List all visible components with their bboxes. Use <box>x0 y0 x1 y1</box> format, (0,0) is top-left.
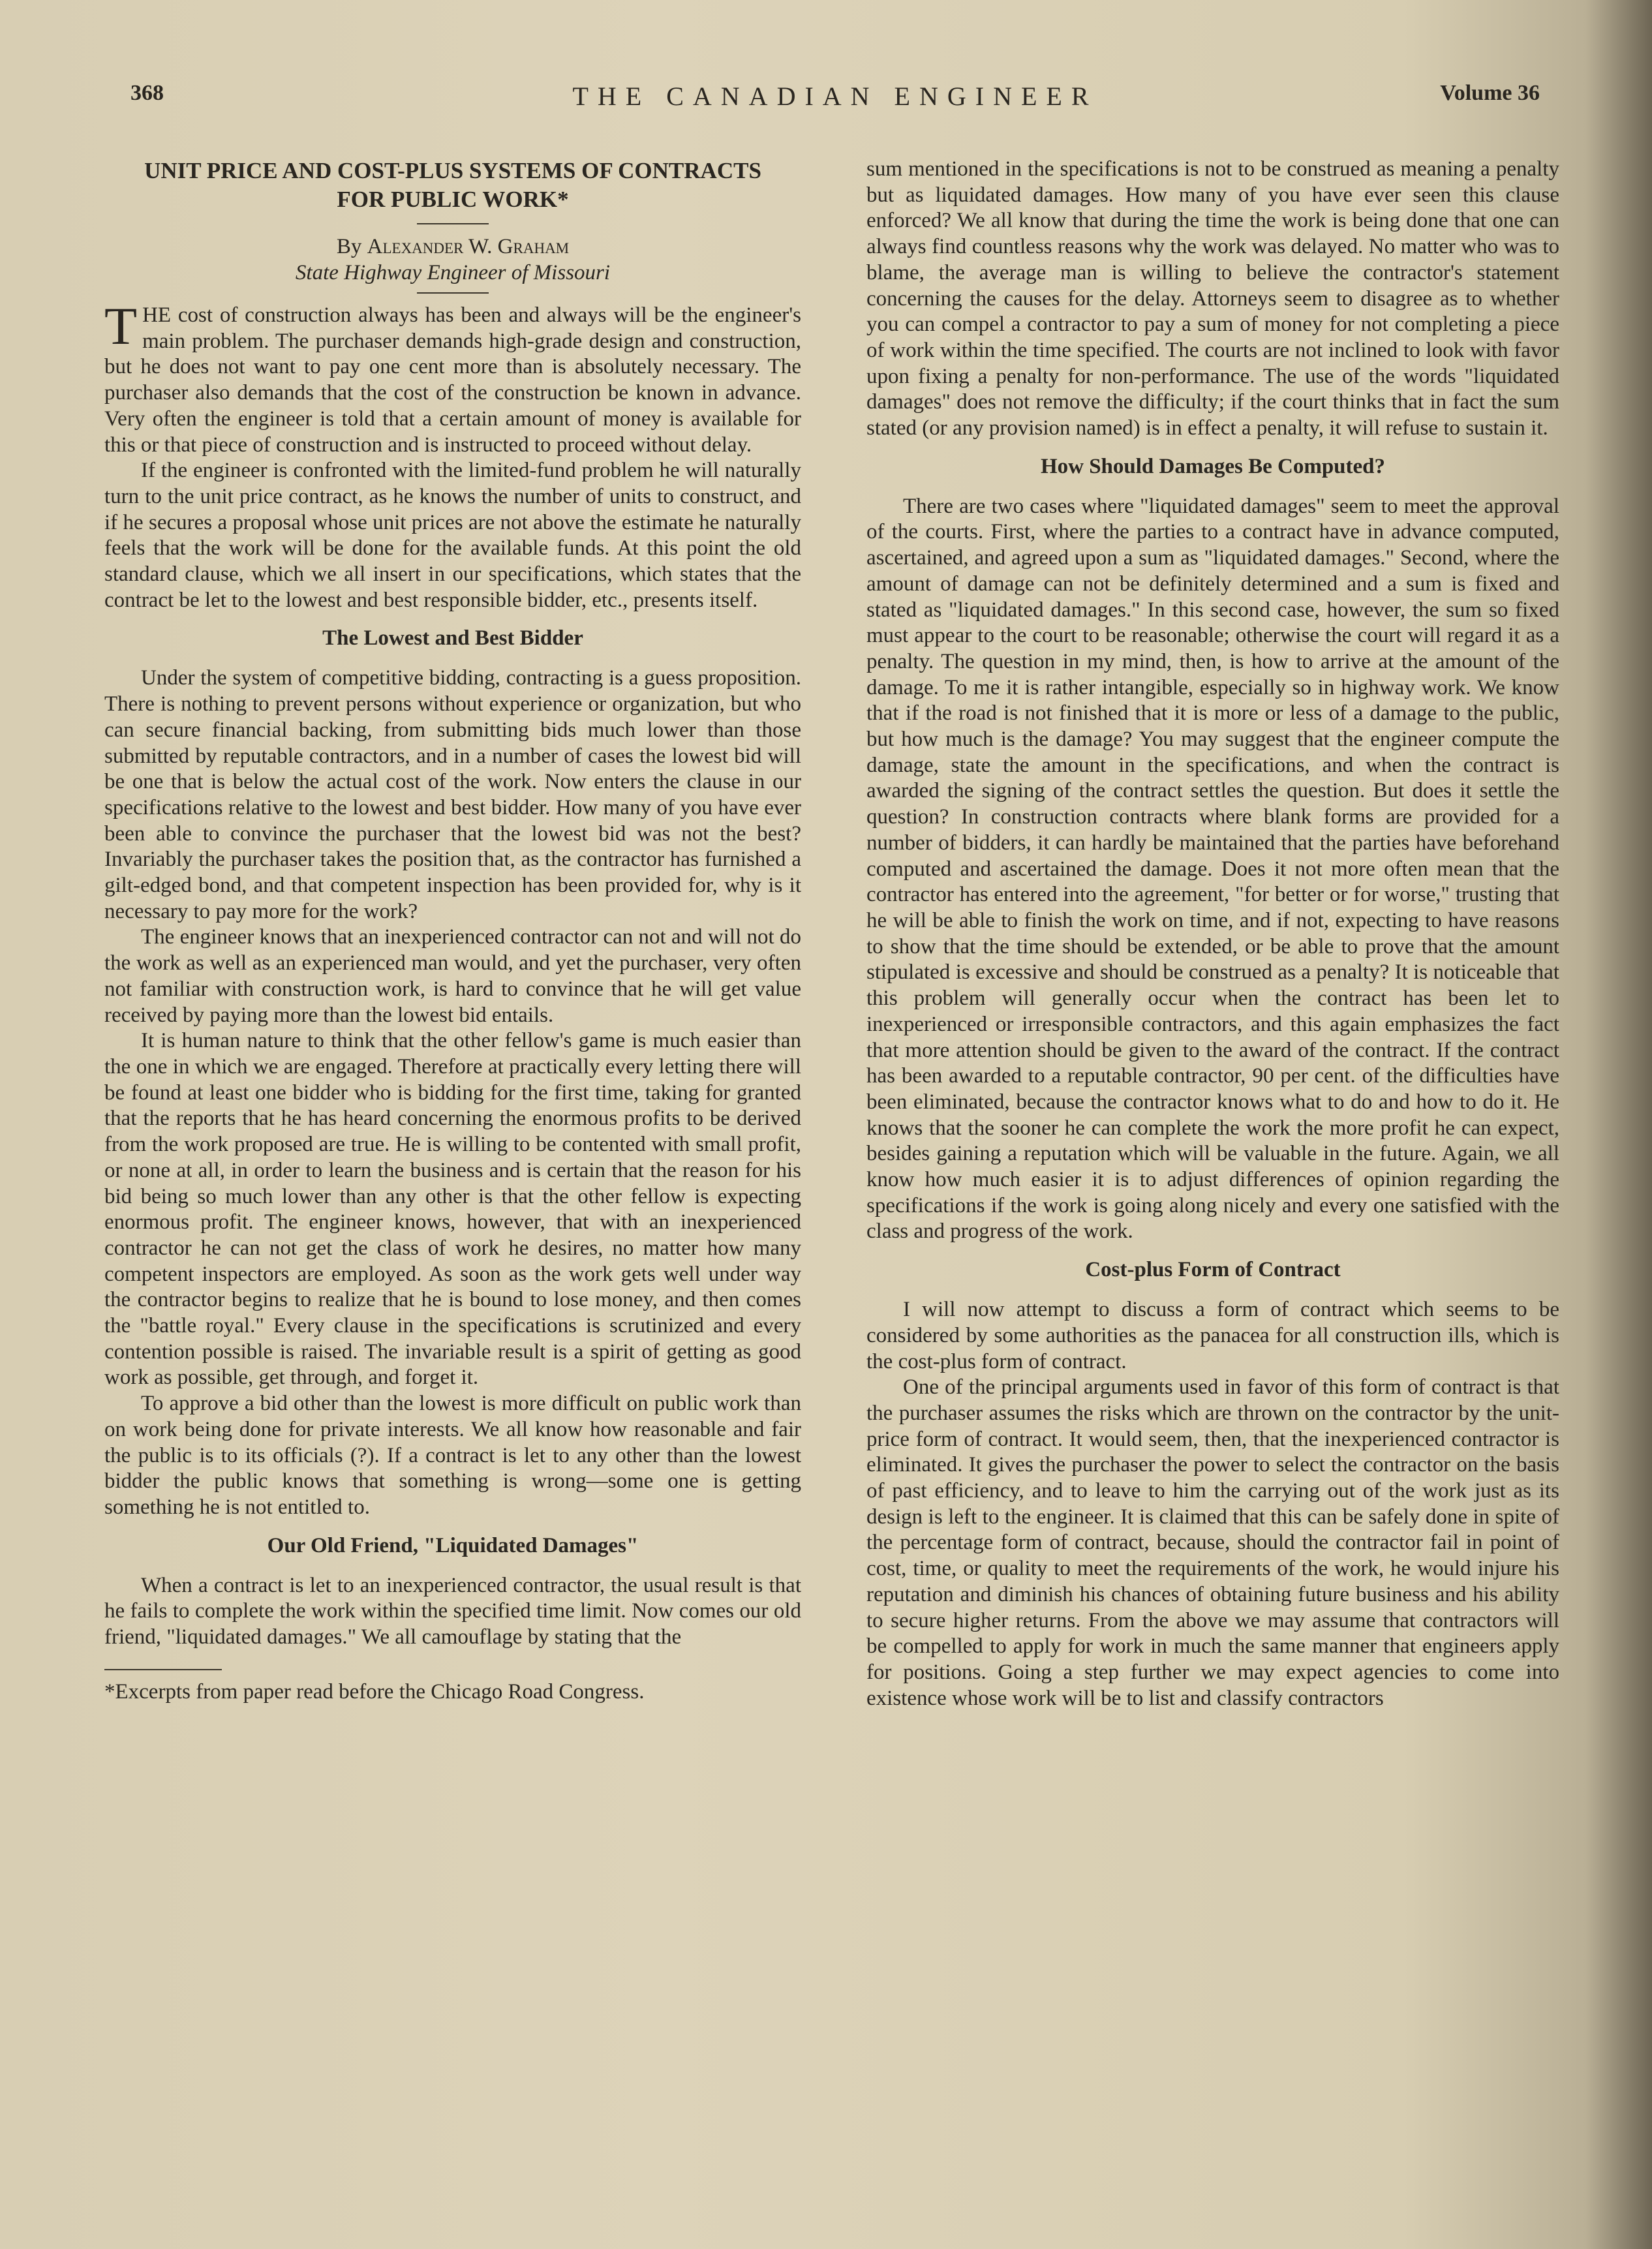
section-heading-damages-computed: How Should Damages Be Computed? <box>1040 454 1386 478</box>
body-paragraph: One of the principal arguments used in favor of this form of contract is that the purchaser assumes the risks which are thrown on the contractor by the unit-price form of contract. It would seem, then, that the inexperienced contractor is eliminated. It gives the purchaser the power to select the contractor on the basis of past efficiency, and to leave to him the carrying out of the work just as its design is left to the engineer. It is claimed that this can be safely done in spite of the percentage form of contract, because, should the contractor fail in point of cost, time, or quality to meet the requirements of the work, he would injure his reputation and diminish his chances of obtaining future business and his ability to secure higher returns. From the above we may assume that contractors will be compelled to apply for work in much the same manner that engineers apply for positions. Going a step further we may expect agencies to come into existence whose work will be to list and classify contractors <box>866 1375 1559 1710</box>
article-title: UNIT PRICE AND COST-PLUS SYSTEMS OF CONTRACTS FOR PUBLIC WORK* <box>144 158 761 212</box>
journal-title: THE CANADIAN ENGINEER <box>572 82 1098 111</box>
byline <box>104 234 801 260</box>
body-paragraph: When a contract is let to an inexperienced contractor, the usual result is that he fails to complete the work within the specified time limit. Now comes our old friend, "liquidated damages." We all camouflage by stating that the <box>104 1573 801 1649</box>
body-paragraph: Under the system of competitive bidding, contracting is a guess proposition. There is nothing to prevent persons without experience or organization, but who can secure financial backing, from submitting bids much lower than those submitted by reputable contractors, and in a number of cases the lowest bid will be one that is below the actual cost of the work. Now enters the clause in our specifications relative to the lowest and best bidder. How many of you have ever been able to convince the purchaser that the lowest bid was not the best? Invariably the purchaser takes the position that, as the contractor has furnished a gilt-edged bond, and that competent inspection has been provided for, why is it necessary to pay more for the work? <box>104 666 801 923</box>
title-divider <box>417 223 489 224</box>
body-paragraph: To approve a bid other than the lowest is more difficult on public work than on work being done for private interests. We all know how reasonable and fair the public is to its officials (?). If a contract is let to any other than the lowest bidder the public knows that something is wrong—some one is getting something he is not entitled to. <box>104 1392 801 1519</box>
section-heading-lowest-bidder: The Lowest and Best Bidder <box>322 626 583 650</box>
section-heading-liquidated-damages: Our Old Friend, "Liquidated Damages" <box>267 1533 639 1557</box>
footnote-divider <box>104 1669 222 1670</box>
drop-cap: T <box>104 296 138 356</box>
intro-text: HE cost of construction always has been and always will be the engineer's main problem. The purchaser demands high-grade design and construction, but he does not want to pay one cent more than is absolutely necessary. The purchaser also demands that the cost of the construction be known in advance. Very often the engineer is told that a certain amount of money is available for this or that piece of construction and is instructed to proceed without delay. <box>104 303 801 457</box>
page-header <box>130 81 1540 120</box>
left-column <box>104 157 801 1705</box>
body-paragraph: There are two cases where "liquidated damages" seem to meet the approval of the courts. First, where the parties to a contract have in advance computed, ascertained, and agreed upon a sum as "liquidated damages." Second, where the amount of damage can not be definitely determined and a sum is fixed and stated as "liquidated damages." In this second case, however, the sum so fixed must appear to the court to be reasonable; otherwise the court will regard it as a penalty. The question in my mind, then, is how to arrive at the amount of the damage. To me it is rather intangible, especially so in highway work. We know that if the road is not finished that it is more or less of a damage to the public, but how much is the damage? You may suggest that the engineer compute the damage, state the amount in the specifications, and when the contract is awarded the signing of the contract settles the question. But does it settle the question? In construction contracts where blank forms are provided for a number of bidders, it can hardly be maintained that the parties have beforehand computed and ascertained the damage. Does it not more often mean that the contractor has entered into the agreement, "for better or for worse," trusting that he will be able to finish the work on time, and if not, expecting to have reasons to show that the time should be extended, or be able to prove that the amount stipulated is excessive and should be construed as a penalty? It is noticeable that this problem will generally occur when the contract has been let to inexperienced or irresponsible contractors, and this again emphasizes the fact that more attention should be given to the award of the contract. If the contract has been awarded to a reputable contractor, 90 per cent. of the difficulties have been eliminated, because the contractor knows what to do and how to do it. He knows that the sooner he can complete the work the more profit he can expect, besides gaining a reputation which will be valuable in the future. Again, we all know how much easier it is to adjust differences of opinion regarding the specifications if the work is going along nicely and every one satisfied with the class and progress of the work. <box>866 494 1559 1244</box>
author-position: State Highway Engineer of Missouri <box>295 261 611 284</box>
body-paragraph: It is human nature to think that the other fellow's game is much easier than the one in which we are engaged. Therefore at practically every letting there will be found at least one bidder who is bidding for the first time, taking for granted that the reports that he has heard concerning the enormous profits to be derived from the work proposed are true. He is willing to be contented with small profit, or none at all, in order to learn the business and is certain that the reason for his bid being so much lower than any other is that the other fellow is expecting enormous profit. The engineer knows, however, that with an inexperienced contractor he can not get the class of work he desires, no matter how many competent inspectors are employed. As soon as the work gets well under way the contractor begins to realize that he is bound to lose money, and then comes the "battle royal." Every clause in the specifications is scrutinized and every contention possible is raised. The invariable result is a spirit of getting as good work as possible, get through, and forget it. <box>104 1029 801 1390</box>
volume-label: Volume 36 <box>1440 81 1540 105</box>
page-number: 368 <box>130 81 164 105</box>
body-paragraph: sum mentioned in the specifications is not to be construed as meaning a penalty but as liquidated damages. How many of you have ever seen this clause enforced? We all know that during the time the work is being done that one can always find countless reasons why the work was delayed. No matter who was to blame, the average man is willing to believe the contractor's statement concerning the causes for the delay. Attorneys seem to disagree as to whether you can compel a contractor to pay a sum of money for not completing a piece of work within the time specified. The courts are not inclined to look with favor upon fixing a penalty for non-performance. The use of the words "liquidated damages" does not remove the difficulty; if the court thinks that in fact the sum stated (or any provision named) is in effect a penalty, it will refuse to sustain it. <box>866 157 1559 440</box>
section-heading-cost-plus: Cost-plus Form of Contract <box>1085 1258 1341 1282</box>
body-paragraph: I will now attempt to discuss a form of contract which seems to be considered by some authorities as the panacea for all construction ills, which is the cost-plus form of contract. <box>866 1298 1559 1373</box>
footnote: *Excerpts from paper read before the Chicago Road Congress. <box>104 1679 645 1704</box>
intro-paragraph <box>104 296 801 458</box>
right-column <box>866 157 1559 1711</box>
author-name: Alexander W. Graham <box>367 235 570 258</box>
byline-prefix: By <box>336 235 362 258</box>
body-paragraph: The engineer knows that an inexperienced contractor can not and will not do the work as well as an experienced man would, and yet the purchaser, very often not familiar with construction work, is hard to convince that he will get value received by paying more than the lowest bid entails. <box>104 925 801 1027</box>
byline-divider <box>417 292 489 294</box>
body-paragraph: If the engineer is confronted with the limited-fund problem he will naturally turn to the unit price contract, as he knows the number of units to construct, and if he secures a proposal whose unit prices are not above the estimate he naturally feels that the work will be done for the available funds. At this point the old standard clause, which we all insert in our specifications, which states that the contract be let to the lowest and best responsible bidder, etc., presents itself. <box>104 459 801 612</box>
